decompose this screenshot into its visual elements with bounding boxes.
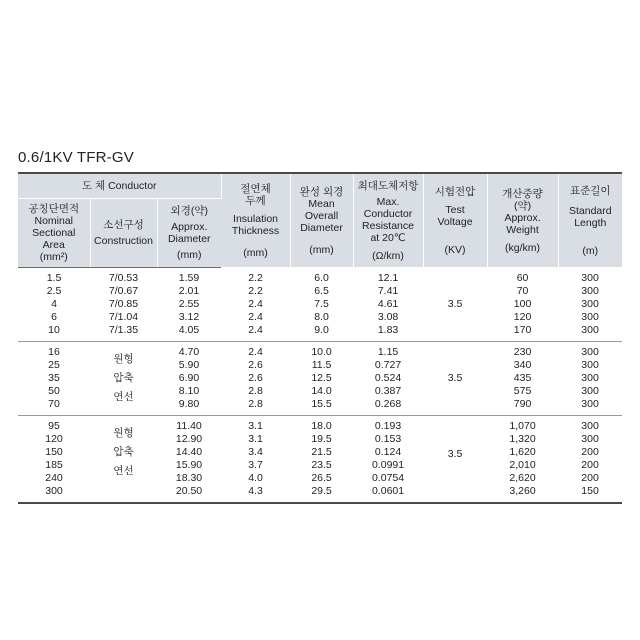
approx-weight-header: 개산중량 (약) Approx. Weight (kg/km) xyxy=(487,173,558,268)
approx-diameter-header: 외경(약) Approx. Diameter (mm) xyxy=(157,199,221,268)
nominal-area-header: 공칭단면적 Nominal Sectional Area (mm²) xyxy=(18,199,90,268)
construction-cell: 원형 압축 연선 xyxy=(90,342,157,416)
test-voltage-cell: 3.5 xyxy=(423,342,487,416)
standard-length-header: 표준길이 Standard Length (m) xyxy=(558,173,622,268)
table-row-group xyxy=(18,342,622,416)
table-row xyxy=(18,268,622,342)
insulation-thickness-cell: 2.2 2.2 2.4 2.4 2.4 xyxy=(248,272,263,336)
table-row xyxy=(18,342,622,416)
table-row xyxy=(18,416,622,504)
conductor-resistance-cell: 12.1 7.41 4.61 3.08 1.83 xyxy=(377,272,399,336)
nominal-area-cell: 1.5 2.5 4 6 10 xyxy=(46,272,62,336)
test-voltage-cell: 3.5 xyxy=(447,298,463,310)
conductor-resistance-header: 최대도체저항 Max. Conductor Resistance at 20℃ (Ω/km) xyxy=(353,173,423,268)
nominal-area-cell: 16 25 35 50 70 xyxy=(18,342,90,416)
table-row-group xyxy=(18,268,622,342)
approx-weight-cell: 1,070 1,320 1,620 2,010 2,620 3,260 xyxy=(487,416,558,504)
construction-header: 소선구성 Construction xyxy=(90,199,157,268)
standard-length-cell: 300 300 200 200 200 150 xyxy=(558,416,622,504)
standard-length-cell: 300 300 300 300 300 xyxy=(558,342,622,416)
approx-diameter-cell: 4.70 5.90 6.90 8.10 9.80 xyxy=(157,342,221,416)
conductor-header: 도 체 Conductor xyxy=(18,173,221,199)
construction-cell: 원형 압축 연선 xyxy=(90,416,157,504)
approx-diameter-cell: 1.59 2.01 2.55 3.12 4.05 xyxy=(178,272,200,336)
conductor-resistance-cell: 0.193 0.153 0.124 0.0991 0.0754 0.0601 xyxy=(353,416,423,504)
overall-diameter-header: 완성 외경 Mean Overall Diameter (mm) xyxy=(290,173,353,268)
insulation-thickness-cell: 3.1 3.1 3.4 3.7 4.0 4.3 xyxy=(221,416,290,504)
test-voltage-header: 시험전압 Test Voltage (KV) xyxy=(423,173,487,268)
overall-diameter-cell: 10.0 11.5 12.5 14.0 15.5 xyxy=(290,342,353,416)
conductor-resistance-cell: 1.15 0.727 0.524 0.387 0.268 xyxy=(353,342,423,416)
nominal-area-cell: 95 120 150 185 240 300 xyxy=(18,416,90,504)
approx-diameter-cell: 11.40 12.90 14.40 15.90 18.30 20.50 xyxy=(157,416,221,504)
table-row-group xyxy=(18,416,622,504)
approx-weight-cell: 230 340 435 575 790 xyxy=(487,342,558,416)
standard-length-cell: 300 300 300 300 300 xyxy=(581,272,599,336)
construction-cell: 7/0.53 7/0.67 7/0.85 7/1.04 7/1.35 xyxy=(108,272,139,336)
overall-diameter-cell: 18.0 19.5 21.5 23.5 26.5 29.5 xyxy=(290,416,353,504)
insulation-thickness-header: 절연체 두께 Insulation Thickness (mm) xyxy=(221,173,290,268)
page-title: 0.6/1KV TFR-GV xyxy=(18,149,134,166)
approx-weight-cell: 60 70 100 120 170 xyxy=(513,272,532,336)
overall-diameter-cell: 6.0 6.5 7.5 8.0 9.0 xyxy=(314,272,329,336)
insulation-thickness-cell: 2.4 2.6 2.6 2.8 2.8 xyxy=(221,342,290,416)
test-voltage-cell: 3.5 xyxy=(423,416,487,504)
cable-spec-table xyxy=(18,172,622,504)
